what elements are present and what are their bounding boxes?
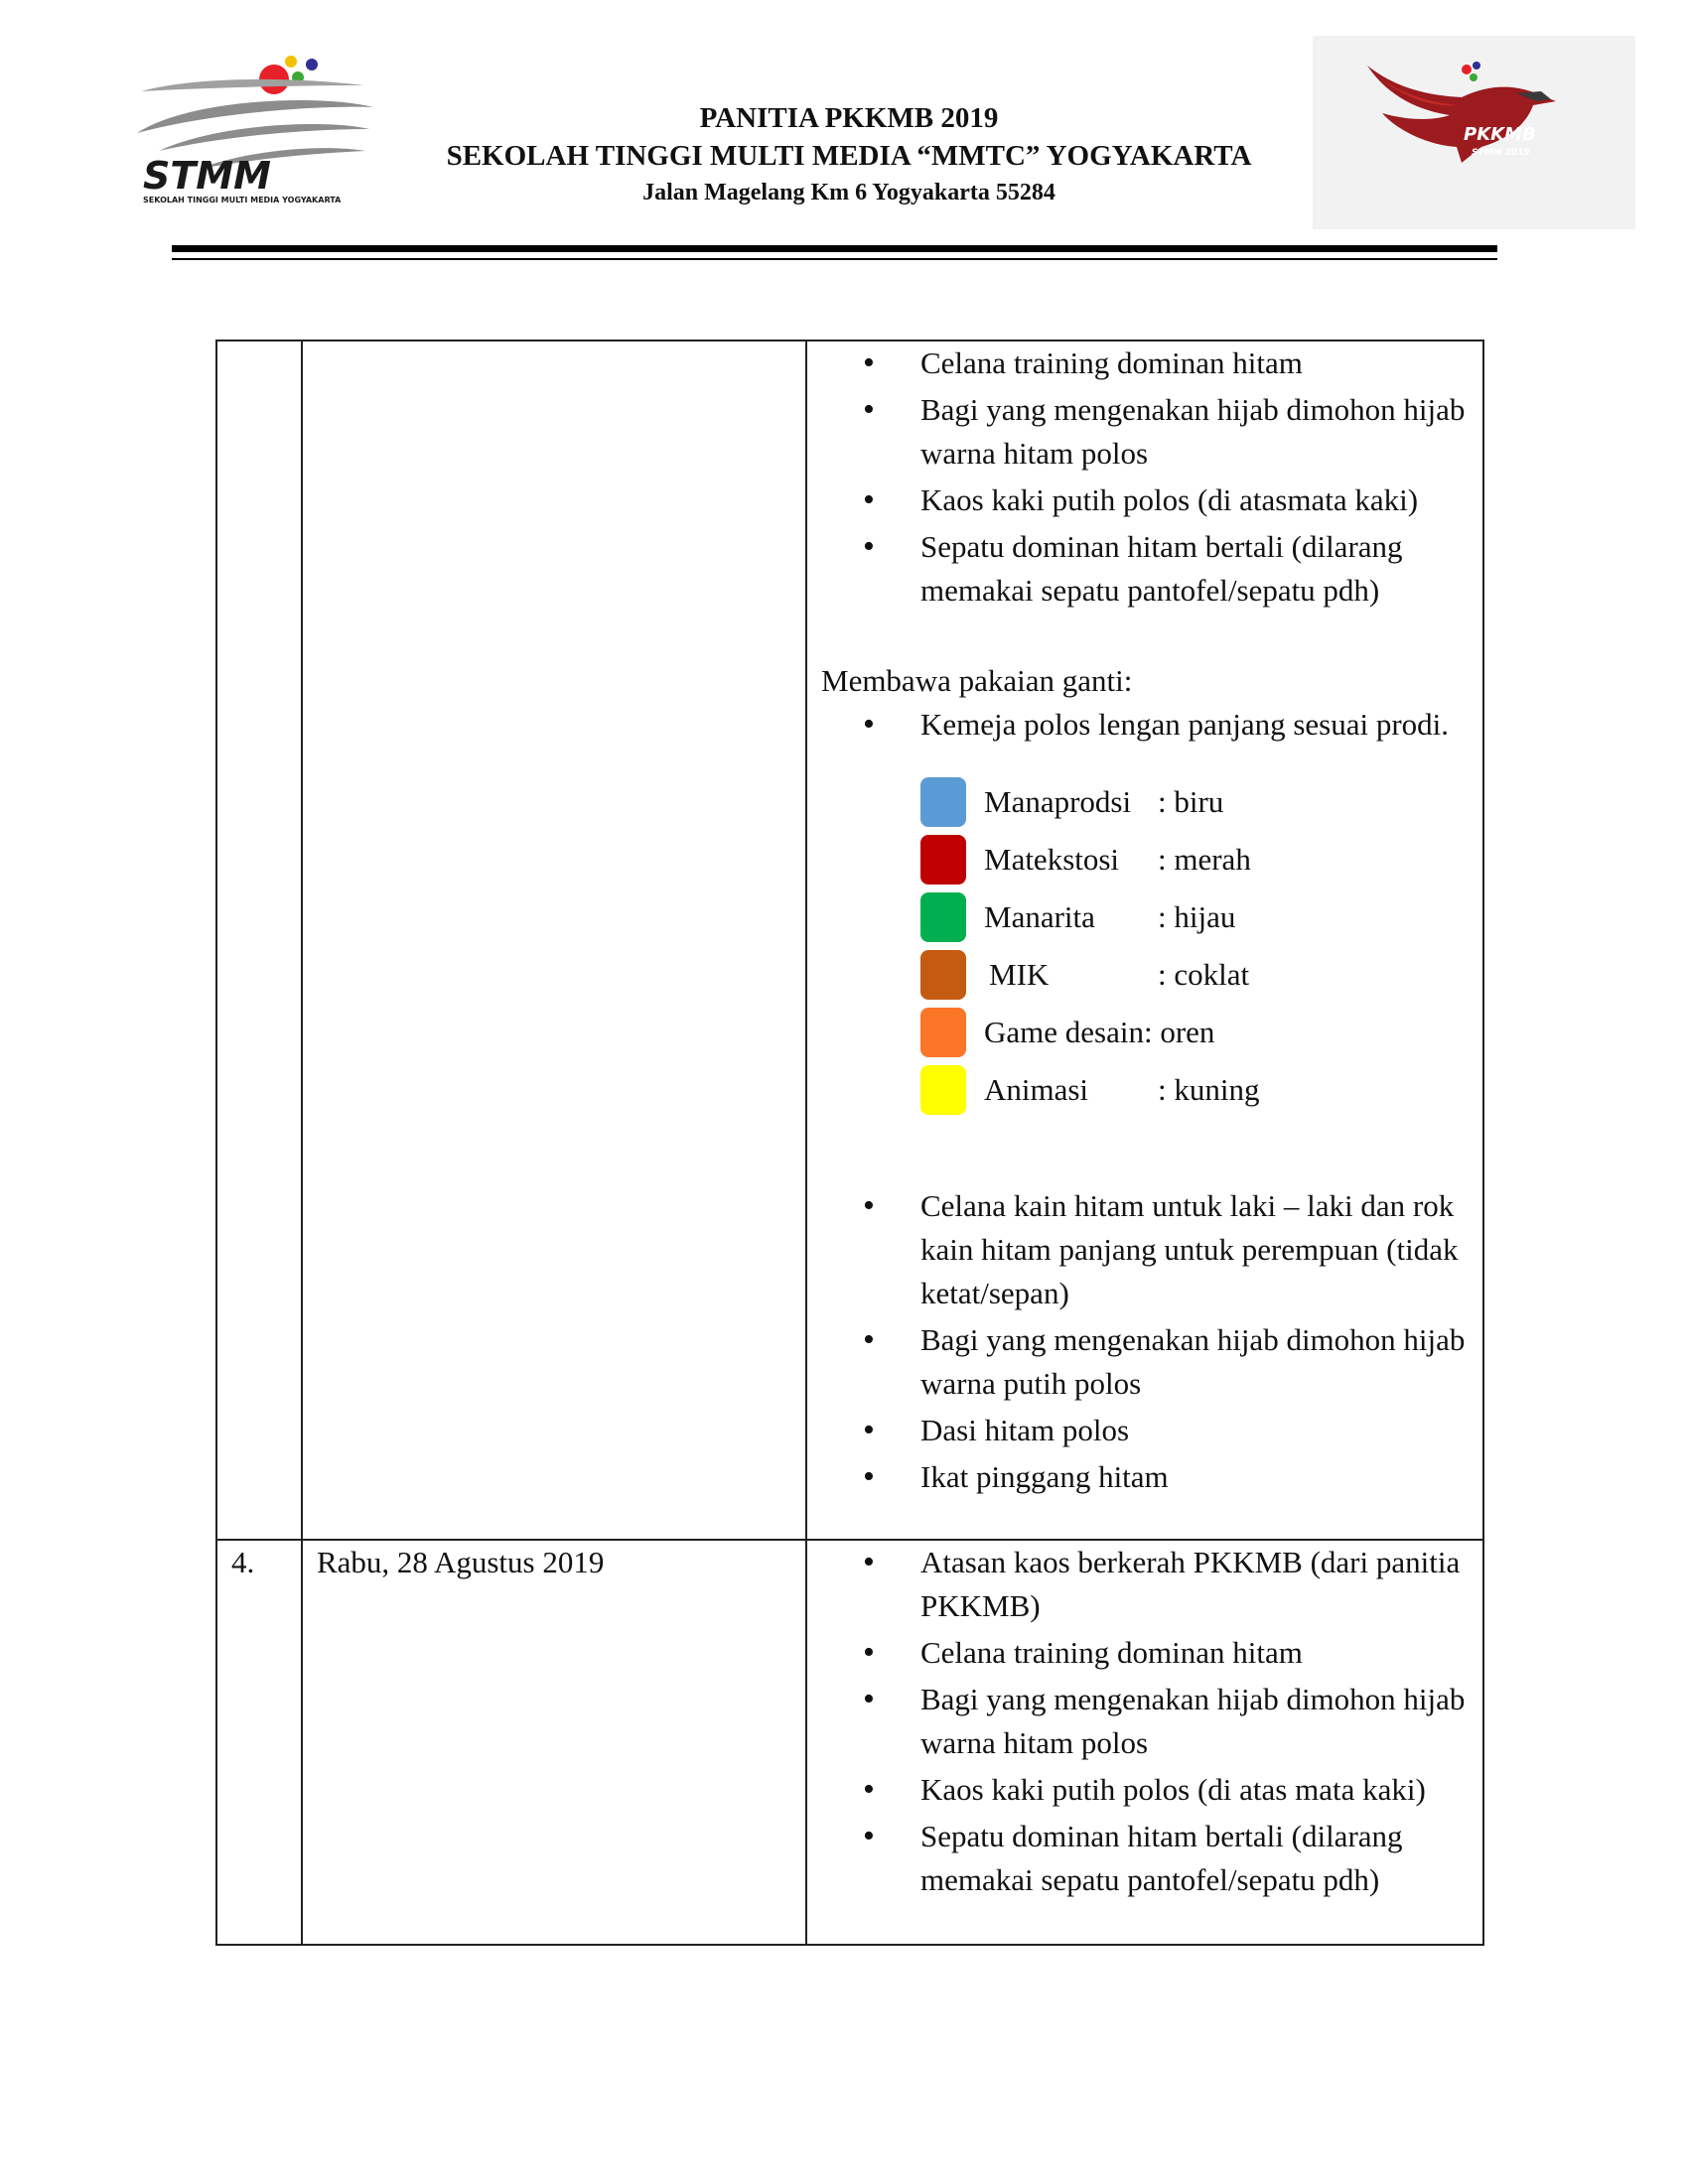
dress-code-table	[215, 340, 1484, 1946]
header-divider-thick	[172, 245, 1497, 252]
row-attire-cell	[807, 1541, 1482, 1944]
row-date-cell	[303, 341, 807, 1539]
pkkmb-logo	[1313, 36, 1635, 229]
legend-row: Manarita : hijau	[920, 892, 1469, 942]
row-date: Rabu, 28 Agustus 2019	[317, 1545, 605, 1579]
institution-address: Jalan Magelang Km 6 Yogyakarta 55284	[642, 180, 1055, 205]
legend-row: MIK : coklat	[920, 950, 1469, 1000]
letterhead	[397, 99, 1301, 210]
legend-row: Animasi : kuning	[920, 1065, 1469, 1115]
row-date-cell	[303, 1541, 807, 1944]
list-item: • Kaos kaki putih polos (di atasmata kaki)	[920, 478, 1469, 522]
list-item: • Celana training dominan hitam	[920, 341, 1469, 385]
color-swatch-brown	[920, 950, 966, 1000]
list-item: • Dasi hitam polos	[920, 1409, 1469, 1452]
list-item: • Sepatu dominan hitam bertali (dilarang memakai sepatu pantofel/sepatu pdh)	[920, 1815, 1469, 1902]
legend-row: Game desain: oren	[920, 1008, 1469, 1057]
row-number-cell	[217, 341, 303, 1539]
list-item: • Bagi yang mengenakan hijab dimohon hijab warna putih polos	[920, 1318, 1469, 1406]
attire-list	[821, 341, 1469, 613]
list-item: • Atasan kaos berkerah PKKMB (dari panitia PKKMB)	[920, 1541, 1469, 1628]
legend-row: Manaprodsi : biru	[920, 777, 1469, 827]
list-item: • Kemeja polos lengan panjang sesuai prodi.	[920, 703, 1469, 747]
color-swatch-yellow	[920, 1065, 966, 1115]
list-item: • Bagi yang mengenakan hijab dimohon hijab warna hitam polos	[920, 388, 1469, 476]
table-row	[217, 341, 1482, 1539]
color-swatch-orange	[920, 1008, 966, 1057]
stmm-caption: SEKOLAH TINGGI MULTI MEDIA YOGYAKARTA	[143, 196, 342, 205]
color-swatch-blue	[920, 777, 966, 827]
stmm-wordmark: STMM	[143, 154, 271, 198]
table-row	[217, 1539, 1482, 1944]
list-item: • Bagi yang mengenakan hijab dimohon hijab warna hitam polos	[920, 1678, 1469, 1765]
row-number-cell	[217, 1541, 303, 1944]
attire-list	[821, 1541, 1469, 1902]
list-item: • Kaos kaki putih polos (di atas mata kaki)	[920, 1768, 1469, 1812]
row-attire-cell	[807, 341, 1482, 1539]
legend-row: Matekstosi : merah	[920, 835, 1469, 885]
attire-list	[821, 1184, 1469, 1499]
pkkmb-wordmark: PKKMB	[1464, 124, 1536, 145]
header-divider-thin	[172, 258, 1497, 260]
program-color-legend	[821, 777, 1469, 1115]
list-item: • Sepatu dominan hitam bertali (dilarang memakai sepatu pantofel/sepatu pdh)	[920, 525, 1469, 613]
list-item: • Ikat pinggang hitam	[920, 1455, 1469, 1499]
stmm-logo	[129, 48, 387, 206]
list-item: • Celana kain hitam untuk laki – laki dan rok kain hitam panjang untuk perempuan (tidak ketat/sepan)	[920, 1184, 1469, 1315]
committee-title: PANITIA PKKMB 2019	[699, 102, 999, 134]
list-item: • Celana training dominan hitam	[920, 1631, 1469, 1675]
shirt-list	[821, 703, 1469, 747]
change-clothes-heading: Membawa pakaian ganti:	[821, 663, 1133, 698]
row-number: 4.	[231, 1545, 255, 1579]
pkkmb-caption: STMM 2019	[1472, 148, 1530, 158]
institution-name: SEKOLAH TINGGI MULTI MEDIA “MMTC” YOGYAKARTA	[446, 140, 1252, 172]
color-swatch-red	[920, 835, 966, 885]
color-swatch-green	[920, 892, 966, 942]
